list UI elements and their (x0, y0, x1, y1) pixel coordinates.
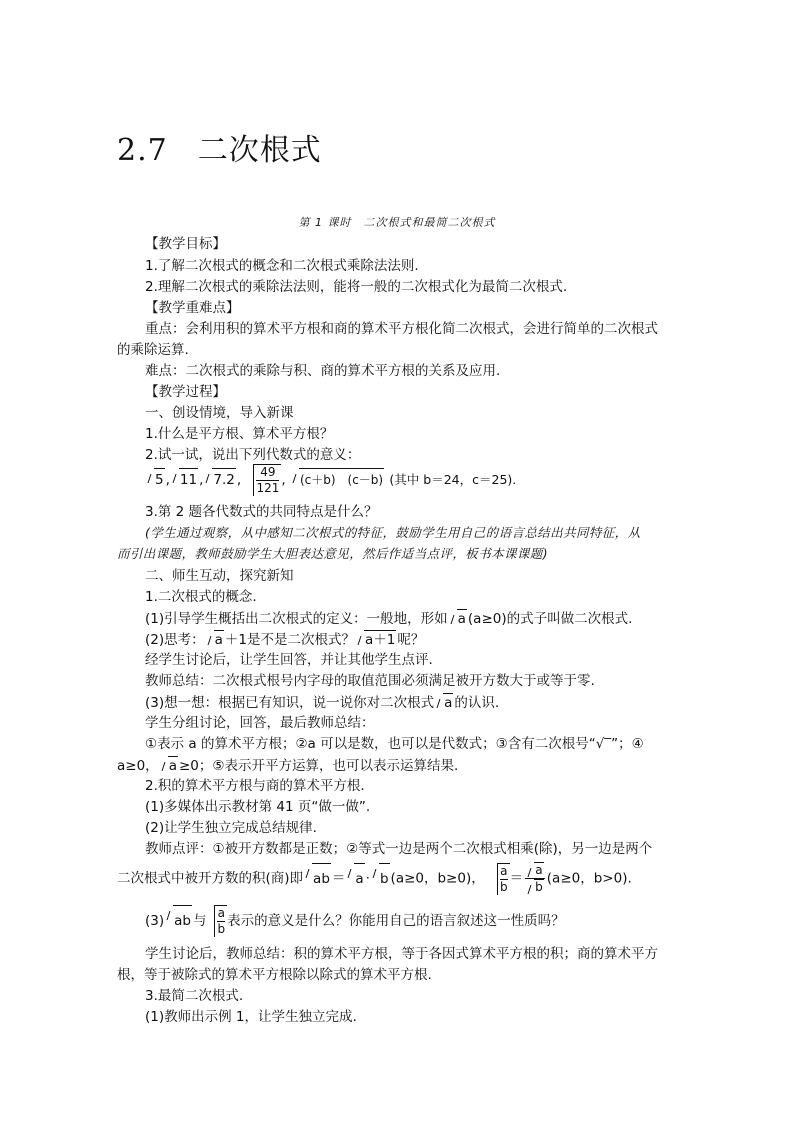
teacher-summary-1: 教师总结：二次根式根号内字母的取值范围必须满足被开方数大于或等于零. (145, 673, 595, 689)
sqrt-a-3: a (159, 756, 178, 775)
multimedia-line: (1)多媒体出示教材第 41 页“做一做”. (145, 799, 371, 815)
example-1-line: (1)教师出示例 1，让学生独立完成. (145, 1009, 357, 1025)
concept-heading: 1.二次根式的概念. (145, 589, 257, 605)
objective-2: 2.理解二次根式的乘除法法则，能将一般的二次根式化为最简二次根式. (145, 279, 568, 295)
independent-work: (2)让学生独立完成总结规律. (145, 820, 317, 836)
sqrt-a: a (448, 609, 467, 628)
teacher-summary-2: 学生讨论后，教师总结：积的算术平方根，等于各因式算术平方根的积；商的算术平方 (145, 946, 658, 962)
heading-process: 【教学过程】 (145, 384, 226, 400)
sqrt-a-over-b: $\frac{a}{b}$ (489, 863, 510, 895)
lesson-title: 第 1 课时 二次根式和最简二次根式 (298, 216, 496, 229)
simplest-radical-heading: 3.最简二次根式. (145, 988, 244, 1004)
part-one-heading: 一、创设情境，导入新课 (145, 405, 294, 421)
teaching-note: (学生通过观察，从中感知二次根式的特征，鼓励学生用自己的语言总结出共同特征，从 (145, 525, 641, 540)
heading-objectives: 【教学目标】 (145, 236, 226, 252)
definition-line: (1)引导学生概括出二次根式的定义：一般地，形如 a (a≥0)的式子叫做二次根式. (145, 611, 633, 627)
sqrt-fraction: $\frac{49}{121}$ (245, 464, 281, 496)
difficulty: 难点：二次根式的乘除与积、商的算术平方根的关系及应用. (145, 363, 501, 379)
sqrt-5: 5 (145, 468, 165, 491)
group-discussion: 学生分组讨论，回答，最后教师总结： (145, 715, 375, 731)
objective-1: 1.了解二次根式的概念和二次根式乘除法法则. (145, 258, 419, 274)
sqrt-a-plus-1: a (205, 630, 224, 649)
sqrt-a-plus-1-whole: a＋1 (355, 630, 396, 649)
sqrt-ab: ab (303, 863, 331, 894)
reflect-line: (3)想一想：根据已有知识，说一说你对二次根式 a 的认识. (145, 695, 500, 711)
product-quotient-heading: 2.积的算术平方根与商的算术平方根. (145, 778, 365, 794)
key-point: 重点：会利用积的算术平方根和商的算术平方根化简二次根式，会进行简单的二次根式 (145, 321, 658, 337)
teacher-comment: 教师点评：①被开方数都是正数；②等式一边是两个二次根式相乘(除)，另一边是两个 (145, 841, 653, 857)
key-point-cont: 的乘除运算. (117, 342, 189, 358)
teaching-note-cont: 而引出课题，教师鼓励学生大胆表达意见，然后作适当点评，板书本课课题) (117, 546, 548, 561)
sqrt-a-2: a (434, 693, 453, 712)
question-2: 2.试一试，说出下列代数式的意义： (145, 447, 361, 463)
question-1: 1.什么是平方根、算术平方根？ (145, 426, 334, 442)
summary-points: ①表示 a 的算术平方根；②a 可以是数，也可以是代数式；③含有二次根号“√‾”；④ (145, 736, 644, 752)
expressions-condition: (其中 b＝24，c＝25). (389, 472, 517, 487)
section-title: 二次根式 (197, 133, 322, 168)
expressions-line: 5 , 11 , 7.2 , $\frac{49}{121}$ , (c＋b) (c－b) (其中 b＝24，c＝25). (145, 464, 516, 496)
question-3: 3.第 2 题各代数式的共同特点是什么？ (145, 504, 378, 520)
sqrt-11: 11 (170, 468, 198, 491)
page-title (117, 125, 322, 169)
sqrt-7-2: 7.2 (203, 468, 235, 491)
part-two-heading: 二、师生互动，探究新知 (145, 568, 294, 584)
summary-points-cont: a≥0， a ≥0；⑤表示开平方运算，也可以表示运算结果. (117, 758, 459, 774)
heading-key-points: 【教学重难点】 (145, 300, 240, 316)
meaning-question: (3) ab 与 $\frac{a}{b}$ 表示的意义是什么？你能用自己的语言叙述这一性质吗？ (145, 906, 565, 936)
teacher-summary-2-cont: 根，等于被除式的算术平方根除以除式的算术平方根. (117, 967, 432, 983)
section-number: 2.7 (117, 133, 168, 168)
discussion-line: 经学生讨论后，让学生回答，并让其他学生点评. (145, 652, 433, 668)
sqrt-a-over-b-2: $\frac{a}{b}$ (206, 905, 227, 937)
rule-formula-line: 二次根式中被开方数的积(商)即 ab ＝ a · b (a≥0，b≥0)， $\frac{a}{b}$ ＝ $\frac{a}{b}$ (a≥0，b>0). (117, 863, 632, 894)
sqrt-ab-2: ab (164, 905, 192, 936)
think-line: (2)思考： a ＋1是不是二次根式？ a＋1 呢？ (145, 632, 425, 648)
sqrt-cb: (c＋b) (c－b) (290, 468, 384, 491)
